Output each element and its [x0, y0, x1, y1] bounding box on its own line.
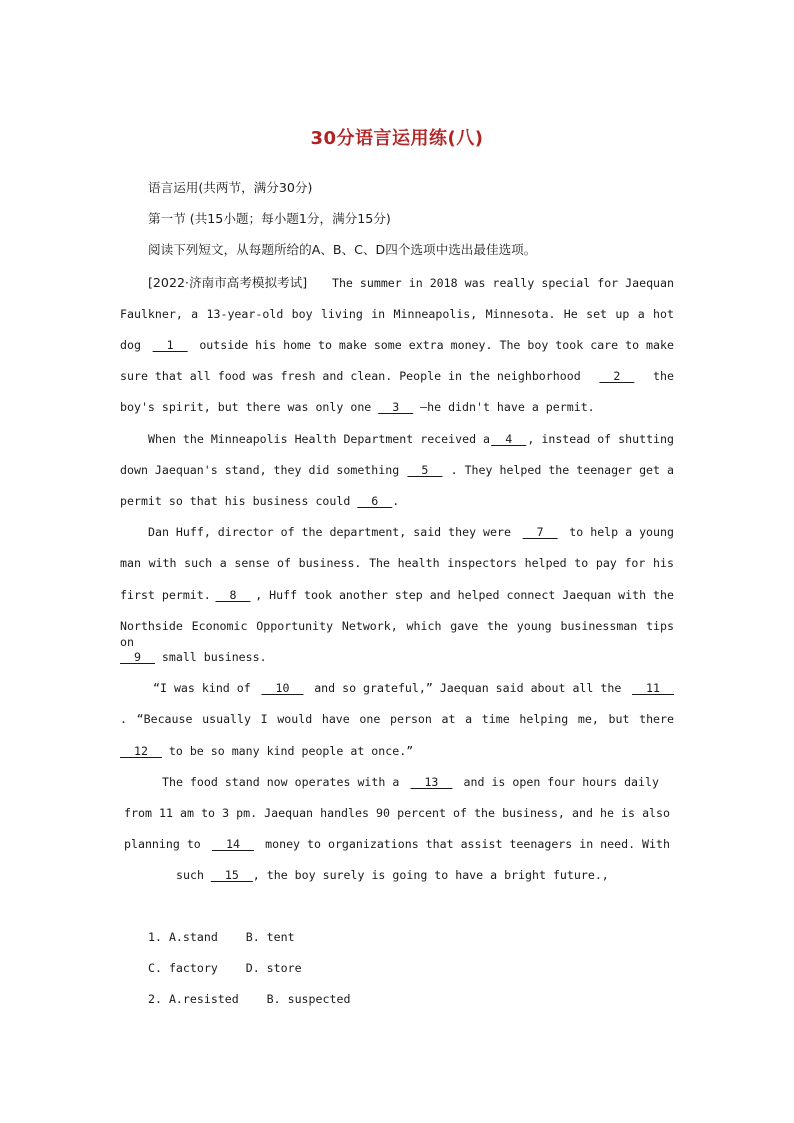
blank-6: __6__	[357, 494, 393, 508]
blank-9: __9__	[120, 650, 155, 664]
passage-text: such	[176, 868, 204, 882]
passage-text: the	[653, 369, 674, 383]
passage-line: Northside Economic Opportunity Network, which gave the young businessman tips on	[120, 619, 674, 649]
passage-line	[176, 867, 609, 883]
option-line: C. factory D. store	[148, 961, 302, 975]
passage-text: and is open four hours daily	[463, 775, 659, 789]
passage-line	[148, 524, 674, 540]
passage-line	[120, 743, 413, 759]
section-heading: 语言运用(共两节，满分30分)	[148, 180, 313, 195]
passage-text: The summer in 2018 was really special for Jaequan	[331, 276, 674, 290]
blank-11: __11__	[632, 681, 674, 695]
part-heading: 第一节 (共15小题；每小题1分，满分15分)	[148, 211, 391, 226]
blank-10: __10__	[261, 681, 304, 695]
passage-text: . They helped the teenager get a	[450, 463, 674, 477]
option-line: 2. A.resisted B. suspected	[148, 992, 351, 1006]
passage-line: man with such a sense of business. The health inspectors helped to pay for his	[120, 556, 674, 570]
passage-line	[148, 431, 674, 447]
passage-line	[120, 587, 674, 603]
passage-text: , the boy surely is going to have a bright future.,	[252, 868, 609, 882]
passage-line: from 11 am to 3 pm. Jaequan handles 90 percent of the business, and he is also	[124, 806, 670, 820]
passage-line	[148, 275, 674, 291]
passage-line	[120, 368, 674, 384]
page-title: 30分语言运用练(八)	[310, 128, 484, 149]
blank-7: __7__	[522, 525, 558, 539]
passage-line	[124, 836, 670, 852]
passage-text: outside his home to make some extra money. The boy took care to make	[199, 338, 674, 352]
passage-text: to help a young	[569, 525, 674, 539]
passage-line: . “Because usually I would have one person at a time helping me, but there	[120, 712, 674, 726]
passage-source: [2022·济南市高考模拟考试]	[148, 275, 308, 290]
blank-13: __13__	[410, 775, 453, 789]
blank-1: __1__	[152, 338, 188, 352]
passage-line	[120, 462, 674, 478]
passage-text: planning to	[124, 837, 201, 851]
blank-15: __15__	[210, 868, 253, 882]
passage-text: , Huff took another step and helped connect Jaequan with the	[255, 588, 674, 602]
blank-14: __14__	[212, 837, 254, 851]
blank-2: __2__	[599, 369, 635, 383]
blank-4: __4__	[491, 432, 527, 446]
passage-text: money to organizations that assist teenagers in need. With	[265, 837, 670, 851]
blank-3: __3__	[378, 400, 414, 414]
passage-text: “I was kind of	[153, 681, 251, 695]
passage-text: When the Minneapolis Health Department received a	[148, 432, 491, 446]
passage-text: The food stand now operates with a	[162, 775, 400, 789]
passage-text: boy's spirit, but there was only one	[120, 400, 372, 414]
passage-text: and so grateful,” Jaequan said about all the	[314, 681, 622, 695]
passage-text: first permit.	[120, 588, 211, 602]
passage-line	[120, 399, 595, 415]
passage-text: —he didn't have a permit.	[420, 400, 595, 414]
passage-text: sure that all food was fresh and clean. People in the neighborhood	[120, 369, 581, 383]
blank-5: __5__	[407, 463, 443, 477]
passage-text: Dan Huff, director of the department, said they were	[148, 525, 511, 539]
passage-text: down Jaequan's stand, they did something	[120, 463, 400, 477]
instructions: 阅读下列短文，从每题所给的A、B、C、D四个选项中选出最佳选项。	[148, 242, 537, 257]
blank-8: __8__	[215, 588, 251, 602]
passage-line	[120, 649, 267, 665]
passage-text: to be so many kind people at once.”	[168, 744, 414, 758]
passage-line	[153, 680, 674, 696]
passage-text: dog	[120, 338, 141, 352]
passage-line	[162, 774, 659, 790]
option-line: 1. A.stand B. tent	[148, 930, 295, 944]
passage-text: , instead of shutting	[527, 432, 674, 446]
passage-text: .	[392, 494, 400, 508]
passage-text: small business.	[161, 650, 267, 664]
passage-line: Faulkner, a 13-year-old boy living in Minneapolis, Minnesota. He set up a hot	[120, 307, 674, 321]
blank-12: __12__	[120, 744, 162, 758]
passage-line	[120, 493, 399, 509]
passage-line	[120, 337, 674, 353]
passage-text: permit so that his business could	[120, 494, 351, 508]
